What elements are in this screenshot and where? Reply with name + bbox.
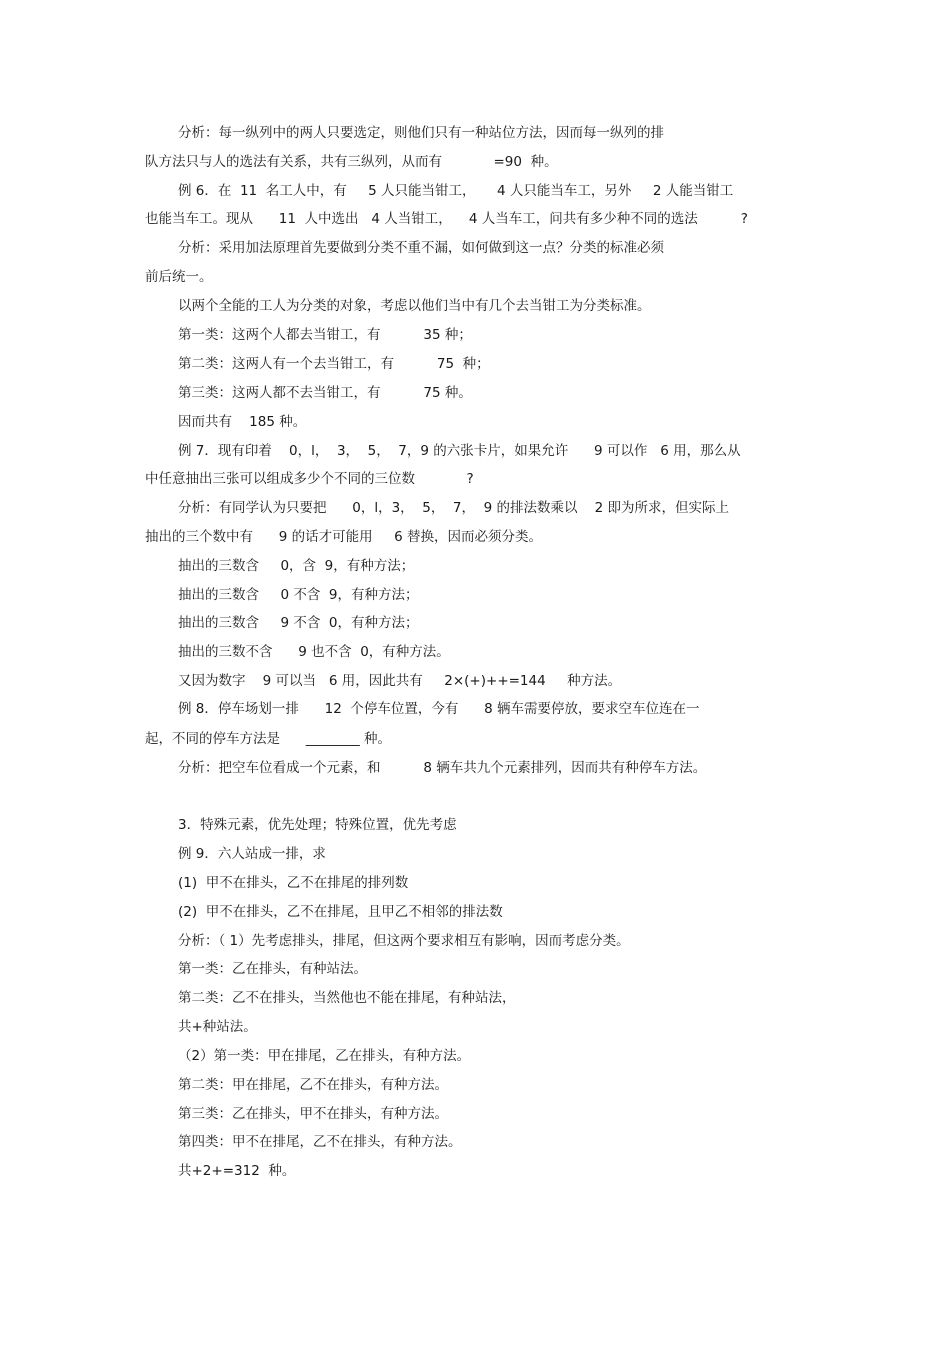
text-line: (1) 甲不在排头，乙不在排尾的排列数 — [178, 875, 409, 891]
text-line: 抽出的三数含 0 不含 9，有种方法； — [178, 587, 419, 603]
text-line: 中任意抽出三张可以组成多少个不同的三位数 ? — [145, 471, 474, 487]
text-line: （2）第一类：甲在排尾，乙在排头，有种方法。 — [178, 1048, 471, 1064]
text-line: 分析：把空车位看成一个元素，和 8 辆车共九个元素排列，因而共有种停车方法。 — [178, 760, 707, 776]
text-line: 分析：采用加法原理首先要做到分类不重不漏，如何做到这一点？分类的标准必须 — [178, 240, 664, 256]
text-line: 前后统一。 — [145, 269, 213, 285]
text-line: 起，不同的停车方法是 ________ 种。 — [145, 731, 392, 747]
text-line: 分析：有同学认为只要把 0，l，3， 5， 7， 9 的排法数乘以 2 即为所求，但实际上 — [178, 500, 730, 516]
text-line: 分析：（ 1）先考虑排头，排尾，但这两个要求相互有影响，因而考虑分类。 — [178, 933, 630, 949]
text-line: 抽出的三个数中有 9 的话才可能用 6 替换，因而必须分类。 — [145, 529, 542, 545]
text-line: 第三类：乙在排头，甲不在排头，有种方法。 — [178, 1106, 448, 1122]
text-line: 例 7．现有印着 0，l， 3， 5， 7，9 的六张卡片，如果允许 9 可以作 6 用，那么从 — [178, 443, 741, 459]
text-line: 又因为数字 9 可以当 6 用，因此共有 2×(+)++=144 种方法。 — [178, 673, 622, 689]
text-line: 因而共有 185 种。 — [178, 414, 307, 430]
text-line: 例 6．在 11 名工人中，有 5 人只能当钳工， 4 人只能当车工，另外 2 人能当钳工 — [178, 183, 734, 199]
text-line: 共+种站法。 — [178, 1019, 257, 1035]
text-line: 分析：每一纵列中的两人只要选定，则他们只有一种站位方法，因而每一纵列的排 — [178, 125, 664, 141]
text-line: 第二类：这两人有一个去当钳工，有 75 种； — [178, 356, 490, 372]
text-line: 队方法只与人的选法有关系，共有三纵列，从而有 =90 种。 — [145, 154, 558, 170]
text-line: 例 8．停车场划一排 12 个停车位置，今有 8 辆车需要停放，要求空车位连在一 — [178, 701, 700, 717]
text-line: 第一类：乙在排头，有种站法。 — [178, 961, 367, 977]
text-line: 以两个全能的工人为分类的对象，考虑以他们当中有几个去当钳工为分类标准。 — [178, 298, 651, 314]
text-line: (2) 甲不在排头，乙不在排尾，且甲乙不相邻的排法数 — [178, 904, 503, 920]
text-line: 例 9．六人站成一排，求 — [178, 846, 326, 862]
text-line: 抽出的三数含 0，含 9，有种方法； — [178, 558, 415, 574]
text-line: 第二类：甲在排尾，乙不在排头，有种方法。 — [178, 1077, 448, 1093]
text-line: 第三类：这两人都不去当钳工，有 75 种。 — [178, 385, 472, 401]
text-line: 抽出的三数不含 9 也不含 0，有种方法。 — [178, 644, 450, 660]
section-heading: 3．特殊元素，优先处理；特殊位置，优先考虑 — [178, 817, 457, 833]
text-line: 第四类：甲不在排尾，乙不在排头，有种方法。 — [178, 1134, 462, 1150]
text-line: 共+2+=312 种。 — [178, 1163, 296, 1179]
text-line: 也能当车工。现从 11 人中选出 4 人当钳工， 4 人当车工，问共有多少种不同的选法 ? — [145, 211, 748, 227]
text-line: 第二类：乙不在排头，当然他也不能在排尾，有种站法， — [178, 990, 516, 1006]
text-line: 第一类：这两个人都去当钳工，有 35 种； — [178, 327, 472, 343]
text-line: 抽出的三数含 9 不含 0，有种方法； — [178, 615, 419, 631]
